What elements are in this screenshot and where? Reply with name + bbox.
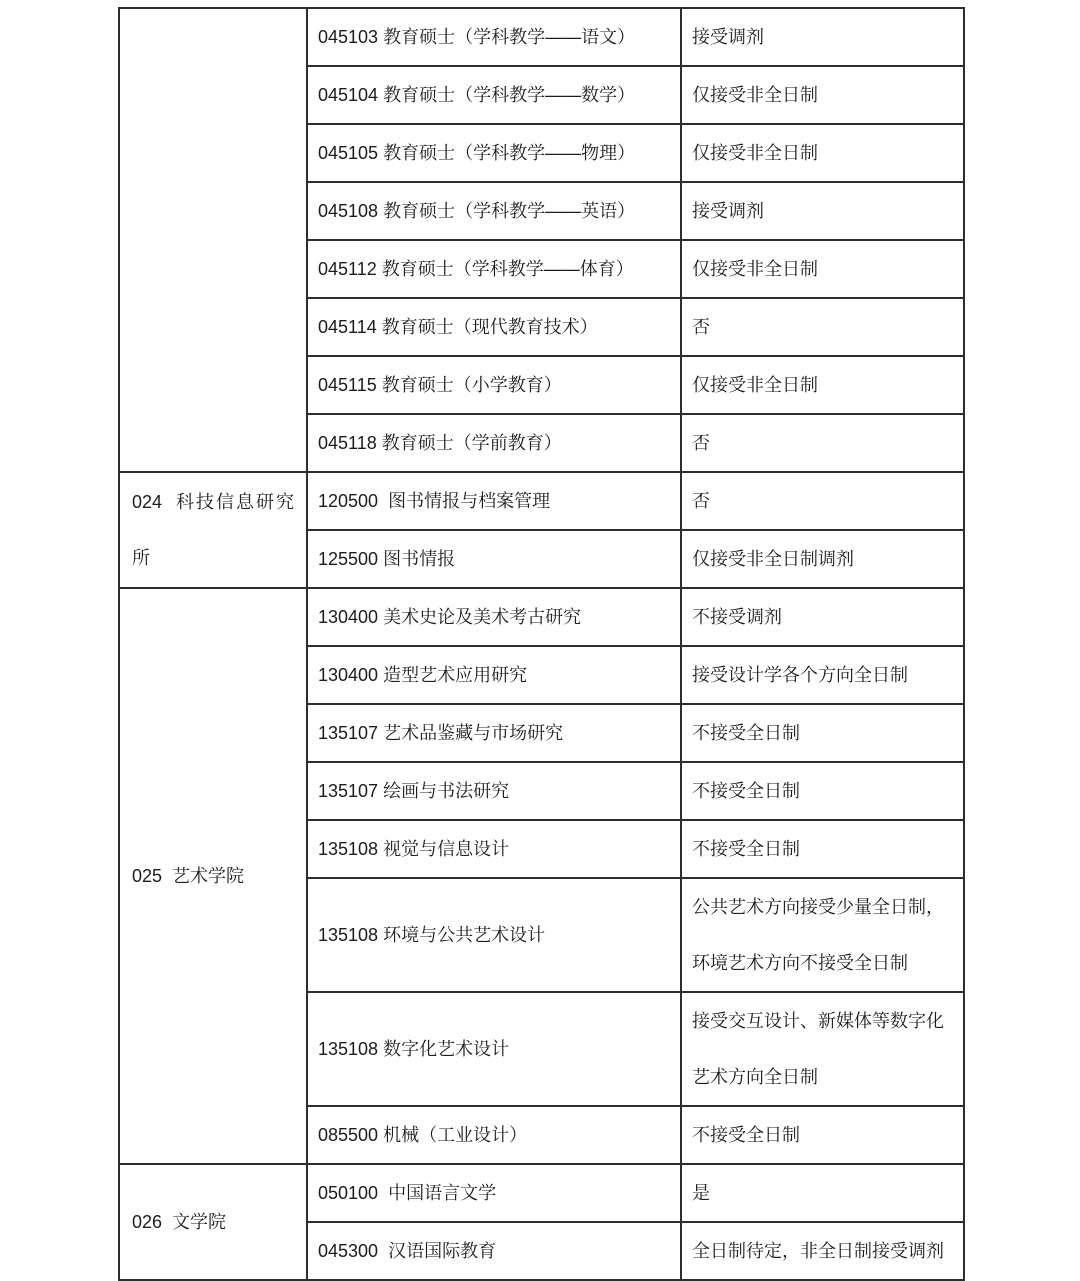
status-cell: 仅接受非全日制调剂 — [681, 530, 964, 588]
status-cell: 是 — [681, 1164, 964, 1222]
status-cell: 不接受全日制 — [681, 762, 964, 820]
status-cell: 接受交互设计、新媒体等数字化艺术方向全日制 — [681, 992, 964, 1106]
table-row — [119, 1164, 964, 1222]
program-cell: 130400 美术史论及美术考古研究 — [307, 588, 681, 646]
status-cell: 接受设计学各个方向全日制 — [681, 646, 964, 704]
program-cell: 045115 教育硕士（小学教育） — [307, 356, 681, 414]
program-cell: 045114 教育硕士（现代教育技术） — [307, 298, 681, 356]
program-cell: 135108 视觉与信息设计 — [307, 820, 681, 878]
status-cell: 否 — [681, 414, 964, 472]
department-cell: 026 文学院 — [119, 1164, 307, 1280]
table-row — [119, 588, 964, 646]
program-cell: 135107 艺术品鉴藏与市场研究 — [307, 704, 681, 762]
program-cell: 050100 中国语言文学 — [307, 1164, 681, 1222]
status-cell: 接受调剂 — [681, 8, 964, 66]
status-cell: 仅接受非全日制 — [681, 240, 964, 298]
status-cell: 不接受全日制 — [681, 820, 964, 878]
status-cell: 仅接受非全日制 — [681, 124, 964, 182]
status-cell: 仅接受非全日制 — [681, 356, 964, 414]
program-cell: 045112 教育硕士（学科教学——体育） — [307, 240, 681, 298]
program-cell: 130400 造型艺术应用研究 — [307, 646, 681, 704]
status-cell: 不接受全日制 — [681, 704, 964, 762]
status-cell: 否 — [681, 298, 964, 356]
program-cell: 135108 数字化艺术设计 — [307, 992, 681, 1106]
program-cell: 085500 机械（工业设计） — [307, 1106, 681, 1164]
document-sheet — [118, 7, 965, 1281]
program-cell: 045108 教育硕士（学科教学——英语） — [307, 182, 681, 240]
program-cell: 045300 汉语国际教育 — [307, 1222, 681, 1280]
program-cell: 045103 教育硕士（学科教学——语文） — [307, 8, 681, 66]
program-cell: 120500 图书情报与档案管理 — [307, 472, 681, 530]
program-cell: 125500 图书情报 — [307, 530, 681, 588]
status-cell: 否 — [681, 472, 964, 530]
status-cell: 接受调剂 — [681, 182, 964, 240]
status-cell: 不接受调剂 — [681, 588, 964, 646]
table-row — [119, 472, 964, 530]
program-cell: 135107 绘画与书法研究 — [307, 762, 681, 820]
program-cell: 135108 环境与公共艺术设计 — [307, 878, 681, 992]
transfer-table — [118, 7, 965, 1281]
program-cell: 045104 教育硕士（学科教学——数学） — [307, 66, 681, 124]
status-cell: 仅接受非全日制 — [681, 66, 964, 124]
department-cell — [119, 8, 307, 472]
department-cell: 025 艺术学院 — [119, 588, 307, 1164]
table-row — [119, 8, 964, 66]
department-cell: 024 科技信息研究所 — [119, 472, 307, 588]
program-cell: 045105 教育硕士（学科教学——物理） — [307, 124, 681, 182]
program-cell: 045118 教育硕士（学前教育） — [307, 414, 681, 472]
status-cell: 全日制待定，非全日制接受调剂 — [681, 1222, 964, 1280]
status-cell: 不接受全日制 — [681, 1106, 964, 1164]
status-cell: 公共艺术方向接受少量全日制，环境艺术方向不接受全日制 — [681, 878, 964, 992]
